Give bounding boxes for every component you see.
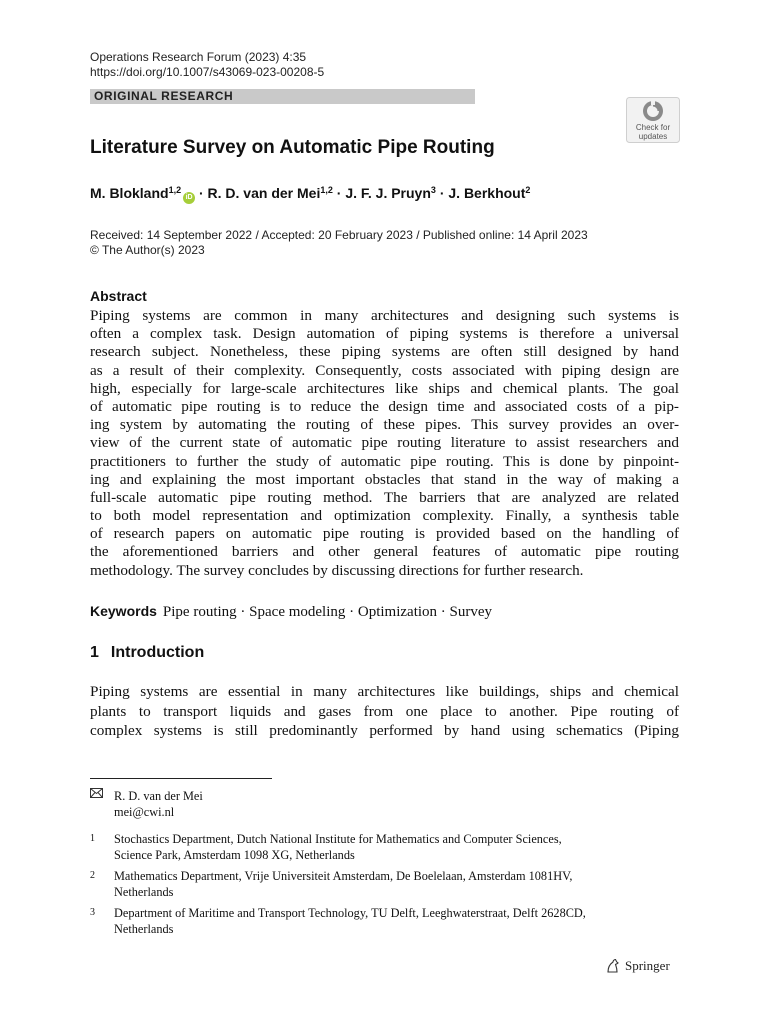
intro-line: Piping systems are essential in many architectures like buildings, ships and chemical: [90, 683, 679, 700]
check-for-updates-badge[interactable]: [626, 97, 680, 143]
springer-horse-icon: [605, 958, 621, 974]
footnote-mark: 3: [90, 907, 95, 918]
contact-email[interactable]: mei@cwi.nl: [114, 805, 175, 819]
author-separator: ·: [336, 185, 342, 201]
abstract-line: often a complex task. Design automation of piping systems is therefore a universal: [90, 325, 679, 343]
footnote-line: Netherlands: [114, 922, 174, 936]
keywords: [90, 603, 492, 621]
abstract-line: Piping systems are common in many architectures and designing such systems is: [90, 307, 679, 324]
introduction-body: [90, 682, 679, 741]
publication-dates: [90, 228, 588, 258]
abstract-line: ing and explaining the most important obstacles that stand in the way of making a: [90, 470, 679, 488]
section-number: 1: [90, 644, 99, 661]
paper-title: Literature Survey on Automatic Pipe Routing: [90, 137, 495, 158]
section-heading-introduction: [90, 644, 204, 662]
author-separator: ·: [198, 185, 204, 201]
abstract-body: [90, 307, 679, 580]
copyright-line: © The Author(s) 2023: [90, 243, 205, 257]
footnote-line: Science Park, Amsterdam 1098 XG, Netherlands: [114, 848, 355, 862]
abstract-line: high, especially for large-scale architectures like ships and chemical plants. The goal: [90, 379, 679, 397]
intro-line: plants to transport liquids and gases from one place to another. Pipe routing of: [90, 702, 679, 720]
abstract-heading: Abstract: [90, 288, 147, 304]
abstract-line: of research papers on automatic pipe routing is provided based on the handling of: [90, 525, 679, 543]
abstract-line: as a result of their complexity. Consequently, costs associated with piping design are: [90, 361, 679, 379]
abstract-line: ing system by automating the routing of these pipes. This survey provides an over-: [90, 416, 679, 434]
contact-name: R. D. van der Mei: [114, 789, 203, 803]
journal-citation: Operations Research Forum (2023) 4:35: [90, 50, 307, 64]
journal-header: [90, 50, 324, 80]
abstract-line: view of the current state of automatic pipe routing literature to assist researchers and: [90, 434, 679, 452]
publisher-logo: [605, 958, 670, 974]
dates-line: Received: 14 September 2022 / Accepted: 20 February 2023 / Published online: 14 April 2023: [90, 228, 588, 242]
abstract-line: full-scale automatic pipe routing method. The barriers that are analyzed are related: [90, 488, 679, 506]
author-list: [90, 185, 530, 204]
author-name[interactable]: J. F. J. Pruyn: [345, 185, 431, 201]
check-updates-icon: [626, 97, 680, 143]
author-name[interactable]: J. Berkhout: [448, 185, 526, 201]
orcid-icon[interactable]: iD: [183, 192, 195, 204]
author-affiliation: 3: [430, 185, 436, 195]
intro-line: complex systems is still predominantly performed by hand using schematics (Piping: [90, 722, 679, 739]
author-affiliation: 2: [525, 185, 531, 195]
badge-line1: Check for: [635, 123, 671, 132]
publisher-name: Springer: [625, 958, 670, 973]
abstract-line: methodology. The survey concludes by discussing directions for further research.: [90, 561, 584, 579]
author-affiliation: 1,2: [320, 185, 333, 195]
abstract-line: research subject. Nonetheless, these piping systems are often still designed by hand: [90, 343, 679, 361]
keywords-text: Pipe routing · Space modeling · Optimization · Survey: [162, 604, 493, 620]
author-name[interactable]: R. D. van der Mei: [207, 185, 321, 201]
author-name[interactable]: M. Blokland: [90, 185, 169, 201]
footnote-mark: 2: [90, 870, 95, 881]
footnote-divider: [90, 778, 272, 779]
footnote-mark: 1: [90, 833, 95, 844]
footnote-line: Department of Maritime and Transport Technology, TU Delft, Leeghwaterstraat, Delft 2628CD,: [114, 906, 586, 920]
author-affiliation: 1,2: [168, 185, 182, 195]
badge-line2: updates: [638, 132, 668, 141]
section-title: Introduction: [110, 644, 205, 661]
doi-link[interactable]: https://doi.org/10.1007/s43069-023-00208-5: [90, 65, 325, 79]
envelope-icon: [90, 788, 103, 804]
article-type-banner: ORIGINAL RESEARCH: [90, 89, 475, 104]
abstract-line: the aforementioned barriers and other general features of automatic pipe routing: [90, 543, 679, 561]
footnote-line: Mathematics Department, Vrije Universiteit Amsterdam, De Boelelaan, Amsterdam 1081HV,: [114, 869, 573, 883]
keywords-label: Keywords: [90, 603, 157, 619]
abstract-line: practitioners to further the study of automatic pipe routing. This is done by pinpoint-: [90, 452, 679, 470]
abstract-line: of automatic pipe routing is to reduce the design time and associated costs of a pip-: [90, 397, 679, 415]
abstract-line: to both model representation and optimization complexity. Finally, a synthesis table: [90, 507, 679, 525]
footnote-line: Netherlands: [114, 885, 174, 899]
footnote-line: Stochastics Department, Dutch National Institute for Mathematics and Computer Sciences,: [114, 832, 562, 846]
author-separator: ·: [439, 185, 445, 201]
